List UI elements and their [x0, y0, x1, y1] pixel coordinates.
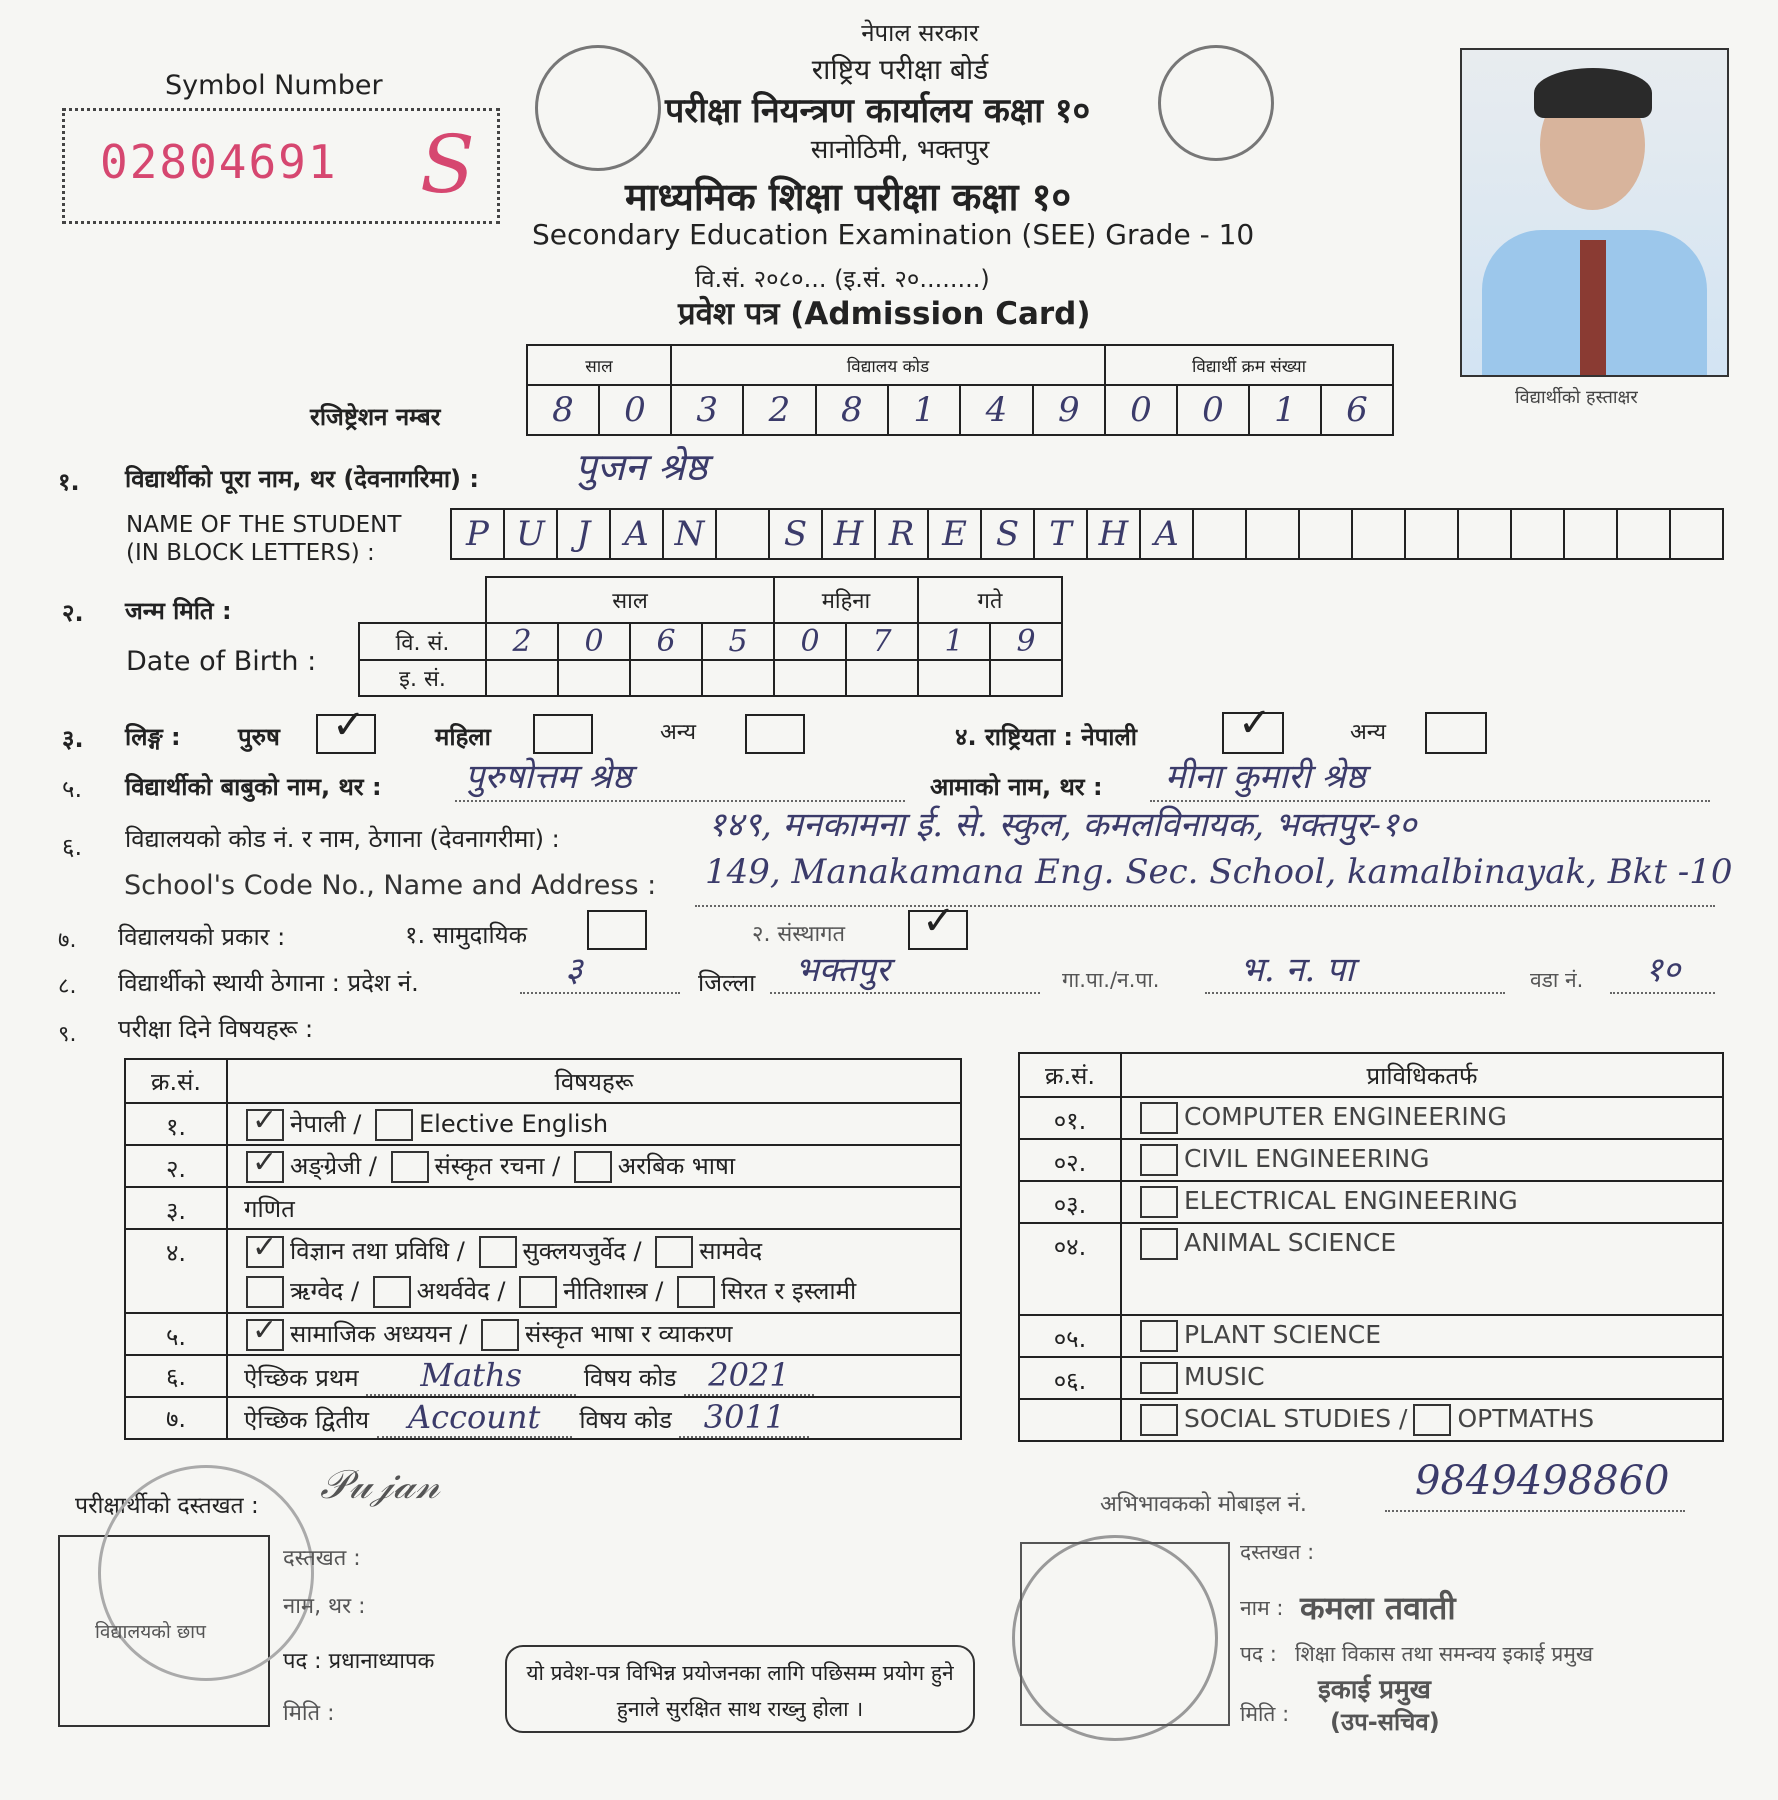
reg-digit: 1 — [888, 385, 960, 435]
officer-signature-label: दस्तखत : — [1240, 1540, 1315, 1564]
item-number-8: ८. — [58, 974, 77, 999]
reg-digit: 9 — [1033, 385, 1105, 435]
tech-sn: ०१. — [1019, 1097, 1121, 1139]
reg-digit: 8 — [527, 385, 599, 435]
name-letter-box: N — [663, 509, 716, 559]
subject-checkbox[interactable] — [373, 1276, 411, 1308]
officer-post: शिक्षा विकास तथा समन्वय इकाई प्रमुख — [1295, 1642, 1594, 1666]
reg-digit: 0 — [1105, 385, 1177, 435]
subject-checkbox[interactable] — [677, 1276, 715, 1308]
student-photo — [1460, 48, 1729, 377]
nationality-nepali-checkbox[interactable]: ✓ — [1222, 712, 1284, 754]
address-label: विद्यार्थीको स्थायी ठेगाना : प्रदेश नं. — [118, 969, 419, 997]
subject-label: विज्ञान तथा प्रविधि — [290, 1237, 450, 1265]
tech-checkbox[interactable] — [1140, 1144, 1178, 1176]
opt1-code: 2021 — [684, 1356, 814, 1396]
dob-bs-digit: 0 — [558, 623, 630, 660]
tech-sn: ०४. — [1019, 1223, 1121, 1315]
symbol-suffix: S — [420, 118, 475, 211]
name-letter-box: S — [981, 509, 1034, 559]
item-number-9: ९. — [58, 1022, 77, 1047]
name-letter-box — [1511, 509, 1564, 559]
subject-label: नीतिशास्त्र — [563, 1277, 648, 1305]
reg-digit: 0 — [1177, 385, 1249, 435]
subject-checkbox[interactable] — [246, 1319, 284, 1351]
tech-label: COMPUTER ENGINEERING — [1184, 1102, 1507, 1131]
dob-np-label: जन्म मिति : — [125, 597, 232, 625]
opt1-sn: ६. — [125, 1355, 227, 1397]
name-letter-box: A — [610, 509, 663, 559]
subject-label: संस्कृत भाषा र व्याकरण — [524, 1320, 733, 1348]
subject-sn: ५. — [125, 1313, 227, 1355]
exam-title-np: माध्यमिक शिक्षा परीक्षा कक्षा १० — [625, 175, 1072, 219]
school-np-value: १४९, मनकामना ई. से. स्कुल, कमलविनायक, भक्तपुर-१० — [708, 805, 1417, 845]
notice-text: यो प्रवेश-पत्र विभिन्न प्रयोजनका लागि पछिसम्म प्रयोग हुने हुनाले सुरक्षित साथ राख्नु होला । — [526, 1661, 954, 1721]
name-letter-box: S — [769, 509, 822, 559]
school-type-institutional-label: २. संस्थागत — [752, 922, 846, 947]
gov-title: नेपाल सरकार — [861, 19, 979, 47]
dob-ad-digit — [774, 660, 846, 696]
tech-label: OPTMATHS — [1457, 1404, 1595, 1433]
dob-ad-digit — [558, 660, 630, 696]
subject-label: अङ्ग्रेजी — [290, 1152, 362, 1180]
dob-ad-digit — [918, 660, 990, 696]
school-np-label: विद्यालयको कोड नं. र नाम, ठेगाना (देवनागरीमा) : — [125, 825, 560, 853]
principal-signature-label: दस्तखत : — [283, 1546, 361, 1571]
gender-label: लिङ्ग : — [125, 723, 181, 751]
name-letter-box — [1352, 509, 1405, 559]
dob-ad-digit — [990, 660, 1062, 696]
subject-sn: २. — [125, 1145, 227, 1187]
opt1-value: Maths — [366, 1356, 576, 1396]
candidate-signature: 𝒫𝓊𝒿𝒶𝓃 — [320, 1462, 440, 1508]
dob-ad-digit — [630, 660, 702, 696]
name-letter-box: U — [504, 509, 557, 559]
dob-ad-digit — [702, 660, 774, 696]
name-letter-box: P — [451, 509, 504, 559]
dob-bs-digit: 7 — [846, 623, 918, 660]
dob-month-header: महिना — [774, 577, 918, 623]
tech-label: PLANT SCIENCE — [1184, 1320, 1382, 1349]
school-seal-label: विद्यालयको छाप — [95, 1621, 206, 1643]
municipality-label: गा.पा./न.पा. — [1062, 968, 1160, 992]
opt1-label: ऐच्छिक प्रथम — [244, 1364, 359, 1392]
office-title: परीक्षा नियन्त्रण कार्यालय कक्षा १० — [665, 91, 1091, 131]
subject-checkbox[interactable] — [481, 1319, 519, 1351]
reg-digit: 3 — [671, 385, 743, 435]
father-label: विद्यार्थीको बाबुको नाम, थर : — [125, 773, 382, 801]
tech-sn: ०३. — [1019, 1181, 1121, 1223]
tech-checkbox[interactable] — [1413, 1404, 1451, 1436]
name-letter-box — [1670, 509, 1723, 559]
subject-checkbox[interactable] — [391, 1151, 429, 1183]
mother-value: मीना कुमारी श्रेष्ठ — [1165, 757, 1366, 797]
tech-label: SOCIAL STUDIES / — [1184, 1404, 1408, 1433]
ward-value: १० — [1645, 950, 1681, 990]
officer-name-label: नाम : — [1240, 1596, 1284, 1620]
name-letter-box — [1299, 509, 1352, 559]
name-en-label-2: (IN BLOCK LETTERS) : — [126, 540, 375, 566]
admission-card-title: प्रवेश पत्र (Admission Card) — [678, 296, 1091, 332]
subjects-title: परीक्षा दिने विषयहरू : — [118, 1015, 314, 1043]
dob-bs-digit: 5 — [702, 623, 774, 660]
subject-label: Elective English — [419, 1110, 609, 1138]
reg-digit: 4 — [960, 385, 1032, 435]
municipality-line — [1205, 992, 1505, 994]
subjects-sn-header: क्र.सं. — [125, 1059, 227, 1103]
name-letter-box — [1193, 509, 1246, 559]
district-line — [770, 992, 1040, 994]
reg-digit: 0 — [599, 385, 671, 435]
subject-label: सामाजिक अध्ययन — [290, 1320, 452, 1348]
tech-header: प्राविधिकतर्फ — [1121, 1053, 1723, 1097]
nationality-other-checkbox[interactable] — [1425, 712, 1487, 754]
registration-number-grid — [526, 344, 1394, 436]
name-letter-box — [1458, 509, 1511, 559]
opt2-sn: ७. — [125, 1397, 227, 1439]
principal-date-label: मिति : — [283, 1701, 335, 1726]
opt2-code: 3011 — [679, 1398, 809, 1438]
municipality-value: भ. न. पा — [1240, 950, 1355, 990]
name-letter-box — [1246, 509, 1299, 559]
reg-year-header: साल — [527, 345, 671, 385]
name-letter-box: H — [822, 509, 875, 559]
subject-checkbox[interactable] — [246, 1276, 284, 1308]
opt2-value: Account — [377, 1398, 572, 1438]
dob-grid — [358, 576, 1063, 697]
item-number-7: ७. — [58, 928, 77, 953]
nationality-other-label: अन्य — [1350, 720, 1387, 745]
school-type-community-label: १. सामुदायिक — [405, 921, 528, 949]
tech-checkbox[interactable] — [1140, 1320, 1178, 1352]
ward-label: वडा नं. — [1530, 968, 1584, 992]
subject-label: गणित — [244, 1194, 295, 1223]
subject-checkbox[interactable] — [655, 1236, 693, 1268]
name-letter-box: E — [928, 509, 981, 559]
dob-ad-digit — [846, 660, 918, 696]
subject-checkbox[interactable] — [246, 1236, 284, 1268]
province-line — [520, 992, 680, 994]
gender-female-checkbox[interactable] — [533, 714, 593, 754]
gender-male-checkbox[interactable]: ✓ — [316, 714, 376, 754]
principal-post: पद : प्रधानाध्यापक — [283, 1649, 435, 1674]
nepal-emblem-logo — [535, 45, 661, 171]
subject-checkbox[interactable] — [246, 1109, 284, 1141]
dob-bs-digit: 0 — [774, 623, 846, 660]
tech-sn: ०२. — [1019, 1139, 1121, 1181]
name-letter-box: T — [1034, 509, 1087, 559]
dob-en-label: Date of Birth : — [126, 646, 317, 677]
tech-checkbox[interactable] — [1140, 1362, 1178, 1394]
tech-checkbox[interactable] — [1140, 1404, 1178, 1436]
exam-board-logo — [1158, 45, 1274, 161]
name-letter-box — [1617, 509, 1670, 559]
reg-digit: 6 — [1321, 385, 1393, 435]
gender-male-label: पुरुष — [238, 723, 280, 751]
guardian-mobile-line — [1385, 1510, 1685, 1512]
dob-bs-digit: 1 — [918, 623, 990, 660]
name-en-label-1: NAME OF THE STUDENT — [126, 512, 402, 538]
school-en-line — [695, 905, 1715, 907]
officer-post-label: पद : — [1240, 1642, 1277, 1666]
registration-label: रजिष्ट्रेशन नम्बर — [310, 403, 441, 431]
officer-name: कमला तवाती — [1300, 1589, 1456, 1627]
dob-bs-digit: 6 — [630, 623, 702, 660]
nationality-label: ४. राष्ट्रियता : नेपाली — [955, 723, 1137, 751]
gender-other-label: अन्य — [660, 720, 697, 745]
subject-sn: १. — [125, 1103, 227, 1145]
name-letter-box — [1405, 509, 1458, 559]
year-line: वि.सं. २०८०... (इ.सं. २०........) — [695, 265, 990, 293]
block-letters-grid — [450, 508, 1724, 560]
symbol-number: 02804691 — [100, 135, 338, 189]
tech-checkbox[interactable] — [1140, 1186, 1178, 1218]
subject-checkbox[interactable] — [479, 1236, 517, 1268]
school-type-label: विद्यालयको प्रकार : — [118, 923, 286, 951]
opt2-code-label: विषय कोड — [579, 1406, 672, 1434]
office-seal-box — [1020, 1542, 1230, 1726]
name-letter-box: H — [1087, 509, 1140, 559]
item-number-3: ३. — [62, 725, 84, 753]
item-number-1: १. — [58, 468, 80, 496]
school-type-institutional-checkbox[interactable]: ✓ — [908, 910, 968, 950]
name-letter-box: A — [1140, 509, 1193, 559]
item-number-6: ६. — [62, 833, 83, 861]
dob-ad-label: इ. सं. — [359, 660, 486, 696]
subject-sn: ४. — [125, 1229, 227, 1313]
dob-day-header: गते — [918, 577, 1062, 623]
item-number-5: ५. — [62, 775, 83, 803]
tech-label: MUSIC — [1184, 1362, 1265, 1391]
dob-bs-label: वि. सं. — [359, 623, 486, 660]
candidate-signature-label: परीक्षार्थीको दस्तखत : — [75, 1493, 259, 1519]
name-letter-box: J — [557, 509, 610, 559]
mother-label: आमाको नाम, थर : — [930, 773, 1103, 801]
school-en-value: 149, Manakamana Eng. Sec. School, kamalbinayak, Bkt -10 — [705, 852, 1733, 892]
opt1-code-label: विषय कोड — [583, 1364, 677, 1392]
photo-caption: विद्यार्थीको हस्ताक्षर — [1515, 387, 1638, 408]
dob-year-header: साल — [486, 577, 774, 623]
subject-label: नेपाली — [290, 1110, 346, 1138]
subject-label: सिरत र इस्लामी — [721, 1277, 857, 1305]
subject-checkbox[interactable] — [375, 1109, 413, 1141]
officer-post-3: (उप-सचिव) — [1330, 1708, 1440, 1736]
school-en-label: School's Code No., Name and Address : — [124, 870, 657, 901]
gender-other-checkbox[interactable] — [745, 714, 805, 754]
name-letter-box — [716, 509, 769, 559]
symbol-number-label: Symbol Number — [165, 70, 383, 101]
subjects-table-general: क्र.सं. विषयहरू १. ✓ नेपाली / Elective English २. ✓ अङ्ग्रेजी / संस्कृत रचना / अरबिक भाषा ३. गणित ४. ✓ विज्ञान तथा प्रविधि / सुक्लयजुर्वेद / सामवेद ऋग्वेद / अथर्ववेद / नीतिशास्त्र / सिरत र इस्लामी ५. ✓ सामाजिक अध्ययन / संस्कृत भाषा र व्याकरण ६. ऐच्छिक प्रथम Maths विषय कोड 2021 ७. ऐच्छिक द्वितीय Account विषय कोड 3011 — [124, 1058, 962, 1440]
tech-sn — [1019, 1399, 1121, 1441]
principal-name-label: नाम, थर : — [283, 1594, 366, 1619]
ward-line — [1610, 992, 1715, 994]
tech-checkbox[interactable] — [1140, 1102, 1178, 1134]
district-label: जिल्ला — [698, 969, 756, 997]
subject-label: सुक्लयजुर्वेद — [522, 1237, 626, 1265]
name-letter-box — [1564, 509, 1617, 559]
subject-checkbox[interactable] — [574, 1151, 612, 1183]
tech-sn: ०५. — [1019, 1315, 1121, 1357]
subject-checkbox[interactable] — [519, 1276, 557, 1308]
district-value: भक्तपुर — [795, 950, 890, 990]
subject-sn: ३. — [125, 1187, 227, 1229]
board-title: राष्ट्रिय परीक्षा बोर्ड — [811, 53, 989, 86]
subjects-table-technical — [1018, 1052, 1724, 1442]
school-seal-stamp — [98, 1465, 314, 1681]
officer-date-label: मिति : — [1240, 1702, 1290, 1726]
reg-school-header: विद्यालय कोड — [671, 345, 1105, 385]
dob-bs-digit: 2 — [486, 623, 558, 660]
location: सानोठिमी, भक्तपुर — [810, 135, 990, 165]
guardian-mobile: 9849498860 — [1415, 1458, 1670, 1504]
tech-checkbox[interactable] — [1140, 1228, 1178, 1260]
notice-box — [505, 1645, 975, 1733]
subject-label: ऋग्वेद — [290, 1277, 344, 1305]
province-value: ३ — [565, 950, 583, 990]
dob-bs-digit: 9 — [990, 623, 1062, 660]
dob-ad-digit — [486, 660, 558, 696]
reg-digit: 2 — [743, 385, 815, 435]
reg-serial-header: विद्यार्थी क्रम संख्या — [1105, 345, 1393, 385]
subject-checkbox[interactable] — [246, 1151, 284, 1183]
tech-label: ELECTRICAL ENGINEERING — [1184, 1186, 1518, 1215]
officer-post-2: इकाई प्रमुख — [1318, 1675, 1431, 1705]
subjects-header: विषयहरू — [227, 1059, 961, 1103]
tech-label: ANIMAL SCIENCE — [1184, 1228, 1397, 1257]
item-number-2: २. — [62, 599, 84, 627]
subject-label: सामवेद — [699, 1237, 763, 1265]
tech-sn: ०६. — [1019, 1357, 1121, 1399]
tech-sn-header: क्र.सं. — [1019, 1053, 1121, 1097]
exam-title-en: Secondary Education Examination (SEE) Grade - 10 — [532, 218, 1255, 251]
guardian-mobile-label: अभिभावकको मोबाइल नं. — [1100, 1492, 1307, 1517]
name-np-value: पुजन श्रेष्ठ — [575, 445, 708, 489]
reg-digit: 1 — [1249, 385, 1321, 435]
name-letter-box: R — [875, 509, 928, 559]
subject-label: अथर्ववेद — [416, 1277, 490, 1305]
tech-label: CIVIL ENGINEERING — [1184, 1144, 1430, 1173]
subject-label: अरबिक भाषा — [617, 1152, 736, 1180]
father-value: पुरुषोत्तम श्रेष्ठ — [465, 757, 632, 797]
school-type-community-checkbox[interactable] — [587, 910, 647, 950]
name-np-label: विद्यार्थीको पूरा नाम, थर (देवनागरिमा) : — [125, 465, 479, 493]
reg-digit: 8 — [816, 385, 888, 435]
opt2-label: ऐच्छिक द्वितीय — [244, 1406, 370, 1434]
subject-label: संस्कृत रचना — [434, 1152, 545, 1180]
gender-female-label: महिला — [435, 723, 491, 751]
